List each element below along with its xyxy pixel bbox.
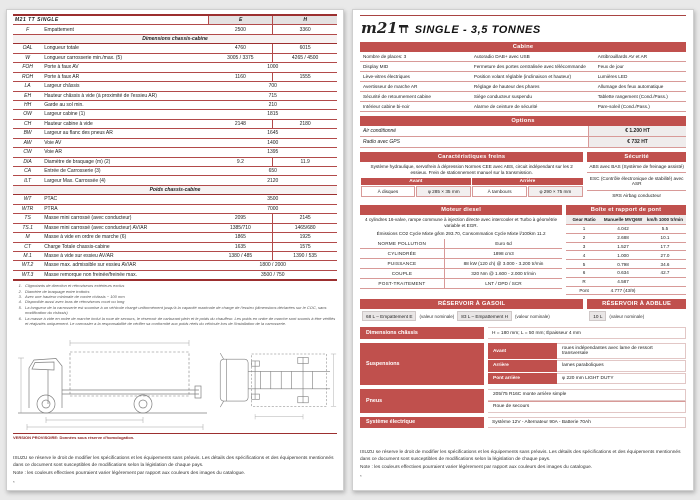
- fuel-tank-banner: RÉSERVOIR À GASOIL: [360, 299, 583, 309]
- right-disclaimer: [360, 450, 686, 480]
- gear-ratio-value: 1.000: [602, 251, 644, 260]
- gear-ratio-value: 0.798: [602, 260, 644, 269]
- safety-block: [587, 152, 686, 202]
- gear-speed-value: 5.5: [644, 225, 686, 234]
- spec-row: [13, 270, 337, 280]
- adblue-tank-block: [587, 299, 686, 323]
- spec-label: Entrée de Carrosserie (3): [42, 167, 208, 176]
- spec-page-right: [352, 9, 694, 491]
- footnote: [17, 305, 337, 316]
- top-rule: [360, 15, 686, 16]
- cabine-feature: Lève-vitres électriques: [360, 72, 471, 82]
- cabine-feature: Sécurité de retournement cabine: [360, 92, 471, 102]
- spec-code: EH: [13, 91, 42, 100]
- spec-label: Masse à vide sur essieu AV/AR: [42, 251, 208, 260]
- cabine-feature: Fermeture des portes centralisée avec télécommande: [471, 62, 595, 72]
- spec-row: [13, 100, 337, 109]
- front-brake-type: À disques: [361, 186, 416, 197]
- gear-number: 1: [566, 225, 602, 234]
- spec-value-h: 11.9: [273, 157, 337, 166]
- cabine-feature: Allumage des feux automatique: [595, 82, 686, 92]
- spec-value-e: 1635: [209, 242, 273, 251]
- section-header-row: [13, 34, 337, 43]
- spec-label: Largeur Max. Carrossée (4): [42, 176, 208, 185]
- brakes-block: [360, 152, 583, 202]
- spec-value-shared: 1800 / 2000: [209, 261, 337, 270]
- engine-description-1: 4 cylindres 16-valve, rampe commune à injection directe avec intercooler et Turbo à géométrie variable et EGR.: [365, 217, 558, 229]
- gear-speed-value: 10.1: [644, 234, 686, 243]
- spec-row: [13, 167, 337, 176]
- spec-row: [13, 63, 337, 72]
- spec-code: CA: [13, 167, 42, 176]
- spec-label: Hauteur châssis à vide (à proximité de l'essieu AR): [42, 91, 208, 100]
- gear-speed-value: 34.6: [644, 260, 686, 269]
- spec-value-e: 4760: [209, 44, 273, 53]
- disclaimer-text: ISUZU se réserve le droit de modifier les spécifications et les équipements sans préavis. Les détails des spécifications et des équipements mentionnés dans ce document sont susceptibles de modifications selon la législation de chaque pays.: [360, 450, 681, 463]
- gear-ratio-value: 2.688: [602, 234, 644, 243]
- spec-code: WT.2: [13, 261, 42, 270]
- cabine-feature: Antibrouillards AV et AR: [595, 52, 686, 62]
- spec-row: [13, 223, 337, 232]
- engine-spec-value: 320 Nm @ 1.600 - 2.000 tr/min: [471, 271, 536, 277]
- engine-spec-value: Euro 6d: [495, 241, 512, 247]
- spec-value-h: 2180: [273, 119, 337, 128]
- footnote-text: Disponible aussi avec bras de rétroviseurs court ou long: [25, 299, 125, 305]
- disclaimer-text: ISUZU se réserve le droit de modifier les spécifications et les équipements sans préavis. Les détails des spécifications et des équipements mentionnés dans ce document sont susceptibles de modifications selon la législation de chaque pays.: [13, 456, 334, 469]
- engine-spec-row: [360, 279, 562, 289]
- spec-code: ROH: [13, 72, 42, 81]
- section-title: Poids chassis-cabine: [13, 185, 337, 194]
- spec-label: Diamètre de braquage (m) (2): [42, 157, 208, 166]
- left-disclaimer: [13, 456, 337, 486]
- tire-spec-row: 205/75 R16C monte arrière simple: [488, 389, 686, 401]
- options-list: [360, 126, 686, 147]
- spec-code: TS: [13, 214, 42, 223]
- spec-row: [13, 233, 337, 242]
- footnote: [17, 316, 337, 327]
- spec-value-h: 2145: [273, 214, 337, 223]
- spec-label: Hauteur cabine à vide: [42, 119, 208, 128]
- engine-spec-row: [360, 259, 562, 269]
- safety-feature: ABS avec BAS (Système de freinage assisté): [589, 163, 684, 169]
- spec-code: ILT: [13, 176, 42, 185]
- spec-label: Porte à faux AR: [42, 72, 208, 81]
- spec-row: [13, 242, 337, 251]
- suspensions-label: Suspensions: [360, 343, 484, 385]
- footnote-number: 5.: [18, 304, 22, 310]
- chassis-dimensions-label: Dimensions châssis: [360, 327, 484, 339]
- chassis-top-view-drawing: [215, 332, 337, 430]
- m21-logo-text: m21: [361, 19, 398, 37]
- table-header-row: [13, 15, 337, 25]
- column-header-h: H: [273, 15, 337, 25]
- spec-row: [13, 44, 337, 53]
- front-brake-block: [360, 178, 472, 199]
- brakes-description: Système hydraulique, servofrein à dépression Normes CEE avec ABS, circuit indépendant sur les 2 essieux. Frein de stationnement manuel sur la transmission.: [370, 163, 573, 175]
- spec-code: F: [13, 25, 42, 34]
- model-subtitle: SINGLE - 3,5 TONNES: [414, 24, 541, 36]
- cabine-feature: Réglage de hauteur des phares: [471, 82, 595, 92]
- footnote-number: 4.: [18, 299, 22, 305]
- spec-value-e: 2095: [209, 214, 273, 223]
- cabine-feature: Avertisseur de marche AR: [360, 82, 471, 92]
- engine-spec-label: PUISSANCE: [360, 259, 445, 268]
- spec-value-e: 1380 / 485: [209, 251, 273, 260]
- spec-code: OAL: [13, 44, 42, 53]
- spec-label: Largeur au flanc des pneus AR: [42, 129, 208, 138]
- spec-code: M.1: [13, 251, 42, 260]
- spec-label: Voie AR: [42, 148, 208, 157]
- spec-label: Masse remorque non freinée/freinée max.: [42, 270, 208, 280]
- spec-code: LA: [13, 82, 42, 91]
- engine-spec-label: CYLINDRÉE: [360, 249, 445, 258]
- spec-code: FOH: [13, 63, 42, 72]
- section-header-row: [13, 185, 337, 194]
- suspension-row: [488, 360, 686, 372]
- spec-value-h: 1390 / 535: [273, 251, 337, 260]
- cabine-feature: Intérieur cabine bi-noir: [360, 102, 471, 112]
- truck-side-view-drawing: [13, 332, 213, 430]
- spec-code: WT: [13, 195, 42, 204]
- spec-value-shared: 650: [209, 167, 337, 176]
- gear-speed-value: 42.7: [644, 269, 686, 278]
- suspension-row: [488, 373, 686, 385]
- spec-value-shared: 1400: [209, 138, 337, 147]
- spec-row: [13, 138, 337, 147]
- spec-value-shared: 210: [209, 100, 337, 109]
- footnote-number: 1.: [18, 283, 22, 289]
- cabine-feature: Autoradio DAB+ avec USB: [471, 52, 595, 62]
- spec-value-h: 1575: [273, 242, 337, 251]
- spec-value-shared: 7000: [209, 204, 337, 213]
- spec-code: AW: [13, 138, 42, 147]
- engine-spec-row: [360, 269, 562, 279]
- gear-speed-value: [644, 278, 686, 287]
- spec-row: [13, 110, 337, 119]
- page-title: M21 TT SINGLE: [15, 17, 59, 24]
- engine-spec-value: 88 kW (120 ch) @ 3.000 - 3.200 tr/min: [463, 261, 544, 267]
- disclaimer-note: Note : les couleurs effectives pourraient varier légèrement par rapport aux couleurs des images du catalogue.: [360, 465, 593, 471]
- brand-header: [361, 19, 686, 38]
- spec-value-shared: 3500: [209, 195, 337, 204]
- electrical-system-section: [360, 417, 686, 429]
- safety-feature: ESC (Contrôle électronique de stabilité) avec ASR: [587, 172, 686, 190]
- spec-label: Largeur cabine (1): [42, 110, 208, 119]
- engine-gearbox-section: [360, 205, 686, 295]
- suspension-position-label: Avant: [488, 343, 557, 359]
- front-brake-banner: Avant: [361, 178, 472, 185]
- spec-value-shared: 2120: [209, 176, 337, 185]
- spec-row: [13, 214, 337, 223]
- gear-number: 6: [566, 269, 602, 278]
- gear-number: Pont: [566, 287, 602, 296]
- footnote-number: 2.: [18, 288, 22, 294]
- gear-table-header: Gear Ratio: [566, 215, 602, 225]
- gear-ratio-value: 1.527: [602, 243, 644, 252]
- engine-description-2: Émissions CO2 Cycle Mixte g/km 293.70, Consommation Cycle Mixte l/100km 11.2: [376, 231, 546, 237]
- footnote-text: Avec une hauteur minimale de contre châssis ~ 100 mm: [25, 294, 125, 300]
- option-label: Air conditionné: [363, 128, 397, 135]
- cabine-feature: Feux de jour: [595, 62, 686, 72]
- spec-value-e: 1865: [209, 233, 273, 242]
- spec-value-shared: 1395: [209, 148, 337, 157]
- option-price: € 732 HT: [588, 137, 686, 147]
- spec-code: WTR: [13, 204, 42, 213]
- spec-code: W: [13, 53, 42, 62]
- safety-feature: SRS Airbag conducteur: [587, 190, 686, 202]
- spec-row: [13, 72, 337, 81]
- gear-number: 4: [566, 251, 602, 260]
- fuel-tank-block: [360, 299, 583, 323]
- cabine-feature: Lumières LED: [595, 72, 686, 82]
- suspension-row: [488, 343, 686, 360]
- spec-label: Longueur totale: [42, 44, 208, 53]
- spec-code: HH: [13, 100, 42, 109]
- gear-number: 3: [566, 243, 602, 252]
- spec-label: Masse max. admissible sur essieu AV/AR: [42, 261, 208, 270]
- spec-value-shared: 3500 / 750: [209, 270, 337, 280]
- electrical-system-value: Système 12V - Alternateur 90A - Batterie 70Ah: [488, 417, 686, 429]
- fuel-tank-note: (valeur nominale): [419, 313, 455, 319]
- disclaimer-note: Note : les couleurs effectives pourraient varier légèrement par rapport aux couleurs des images du catalogue.: [13, 471, 246, 477]
- brakes-banner: Caractéristiques freins: [360, 152, 583, 162]
- spec-page-left: [6, 9, 344, 491]
- engine-spec-value: LNT / DPD / SCR: [485, 281, 522, 287]
- engine-banner: Moteur diesel: [360, 205, 562, 215]
- dimensions-weights-table: [13, 14, 337, 281]
- spec-row: [13, 148, 337, 157]
- chassis-dimensions-section: [360, 327, 686, 339]
- footnotes-list: [17, 283, 337, 326]
- cabine-banner: Cabine: [360, 42, 686, 52]
- tire-spec-row: Roue de secours: [488, 401, 686, 413]
- adblue-banner: RÉSERVOIR À ADBLUE: [587, 299, 686, 309]
- spec-row: [13, 251, 337, 260]
- spec-row: [13, 119, 337, 128]
- spec-value-shared: 1815: [209, 110, 337, 119]
- spec-label: Porte à faux AV: [42, 63, 208, 72]
- suspensions-section: [360, 343, 686, 385]
- tires-label: Pneus: [360, 389, 484, 413]
- provisional-version-caption: VERSION PROVISOIRE: Données sous réserve d'homologation.: [13, 433, 337, 440]
- cabine-feature: Tablette rangement (Cond./Pass.): [595, 92, 686, 102]
- option-label: Radio avec GPS: [363, 138, 400, 145]
- suspension-value: lames paraboliques: [557, 360, 686, 371]
- spec-row: [13, 204, 337, 213]
- spec-value-h: 4265 / 4500: [273, 53, 337, 62]
- tt-logo-mark: TT: [398, 25, 408, 35]
- spec-label: Masse mini carrossé (avec conducteur): [42, 214, 208, 223]
- page-mark: *: [360, 474, 362, 480]
- gear-speed-value: 17.7: [644, 243, 686, 252]
- cabine-feature: Alarme de ceinture de sécurité: [471, 102, 595, 112]
- footnote-text: La longueur de la carrosserie est soumise à un véhicule chargé uniformément jusqu'à la capacité maximale de charge de l'essieu (dimensions déclarées sur le COC, sans modification du châssis): [25, 304, 327, 316]
- options-banner: Options: [360, 116, 686, 126]
- spec-value-e: 9.2: [209, 157, 273, 166]
- gear-number: 2: [566, 234, 602, 243]
- section-title: Dimensions chassis-cabine: [13, 34, 337, 43]
- rear-brake-banner: Arrière: [472, 178, 583, 185]
- footnote-number: 6.: [18, 315, 22, 321]
- spec-row: [13, 176, 337, 185]
- spec-value-e: 3005 / 3375: [209, 53, 273, 62]
- footnote-text: Diamètre de braquage entre trottoirs: [25, 288, 90, 294]
- engine-spec-label: NORME POLLUTION: [360, 239, 445, 248]
- adblue-capacity: 10 L: [589, 311, 606, 321]
- gear-ratio-value: 4.042: [602, 225, 644, 234]
- spec-value-shared: 715: [209, 91, 337, 100]
- spec-code: CT: [13, 242, 42, 251]
- spec-code: WT.3: [13, 270, 42, 280]
- engine-spec-value: 1898 cm3: [493, 251, 514, 257]
- engine-block: [360, 205, 562, 295]
- spec-row: [13, 53, 337, 62]
- spec-label: Masse mini carrossé (avec conducteur) AV/AR: [42, 223, 208, 232]
- adblue-note: (valeur nominale): [609, 313, 645, 319]
- spec-label: Garde au sol min.: [42, 100, 208, 109]
- gear-ratio-table: [566, 215, 686, 295]
- cabine-feature: Siège conducteur suspendu: [471, 92, 595, 102]
- spec-code: TS.1: [13, 223, 42, 232]
- spec-value-shared: 1000: [209, 63, 337, 72]
- tanks-section: [360, 299, 686, 323]
- spec-value-h: 1465/680: [273, 223, 337, 232]
- spec-code: DIA: [13, 157, 42, 166]
- gear-ratio-value: 0.634: [602, 269, 644, 278]
- spec-row: [13, 82, 337, 91]
- rear-brake-type: À tambours: [472, 186, 527, 197]
- spec-code: OW: [13, 110, 42, 119]
- electrical-system-label: Système électrique: [360, 417, 484, 429]
- spec-label: Charge Totale chassis-cabine: [42, 242, 208, 251]
- spec-label: Longueur carrosserie min./max. (5): [42, 53, 208, 62]
- safety-banner: Sécurité: [587, 152, 686, 162]
- chassis-dimensions-value: H = 180 mm; L = 50 mm; Épaisseur 4 mm: [488, 327, 686, 339]
- option-row: [360, 126, 686, 137]
- spec-label: Masse à vide en ordre de marche (6): [42, 233, 208, 242]
- spec-value-h: 1925: [273, 233, 337, 242]
- technical-drawings: [13, 331, 337, 431]
- column-header-e: E: [209, 15, 273, 25]
- spec-value-h: 1555: [273, 72, 337, 81]
- option-price: € 1.200 HT: [588, 126, 686, 136]
- spec-value-shared: 700: [209, 82, 337, 91]
- spec-code: CW: [13, 148, 42, 157]
- gear-speed-value: 27.0: [644, 251, 686, 260]
- footnote-number: 3.: [18, 294, 22, 300]
- suspension-value: roues indépendantes avec lame de ressort transversale: [557, 343, 686, 359]
- cabine-feature: Nombre de places: 3: [360, 52, 471, 62]
- spec-label: Largeur châssis: [42, 82, 208, 91]
- fuel-tank-note: (valeur nominale): [514, 313, 550, 319]
- spec-row: [13, 91, 337, 100]
- gear-number: R: [566, 278, 602, 287]
- page-mark: *: [13, 480, 15, 486]
- engine-spec-row: [360, 239, 562, 249]
- engine-spec-label: COUPLE: [360, 269, 445, 278]
- rear-brake-dimension: φ 290 × 75 mm: [528, 186, 583, 197]
- spec-row: [13, 25, 337, 34]
- spec-value-h: 3360: [273, 25, 337, 34]
- fuel-tank-capacity: 83 L – Empattement H: [457, 311, 512, 321]
- spec-label: Voie AV: [42, 138, 208, 147]
- gear-table-header: km/h 1000 tr/min: [644, 215, 686, 225]
- cabine-feature: Display MID: [360, 62, 471, 72]
- spec-value-e: 2500: [209, 25, 273, 34]
- tires-section: [360, 389, 686, 413]
- brakes-safety-section: [360, 152, 686, 202]
- spec-label: Empattement: [42, 25, 208, 34]
- suspension-value: φ 220 mm LIGHT DUTY: [557, 373, 686, 384]
- front-brake-dimension: φ 285 × 35 mm: [416, 186, 471, 197]
- gear-ratio-value: 4.587: [602, 278, 644, 287]
- spec-label: PTAC: [42, 195, 208, 204]
- gearbox-banner: Boîte et rapport de pont: [566, 205, 686, 215]
- gear-speed-value: [644, 287, 686, 296]
- gear-ratio-value: 4.777 (43/9): [602, 287, 644, 296]
- spec-value-e: 1160: [209, 72, 273, 81]
- gear-table-header: Manuelle MVQ6W: [602, 215, 644, 225]
- spec-code: BW: [13, 129, 42, 138]
- gear-number: 5: [566, 260, 602, 269]
- spec-value-e: 1385/710: [209, 223, 273, 232]
- cabine-feature: Position volant réglable (inclinaison et hauteur): [471, 72, 595, 82]
- spec-row: [13, 129, 337, 138]
- gearbox-block: [566, 205, 686, 295]
- suspension-position-label: Pont arrière: [488, 373, 557, 384]
- cabine-features-grid: [360, 52, 686, 112]
- option-row: [360, 137, 686, 148]
- spec-label: PTRA: [42, 204, 208, 213]
- spec-row: [13, 261, 337, 270]
- spec-code: M: [13, 233, 42, 242]
- engine-spec-label: POST-TRAITEMENT: [360, 279, 445, 288]
- spec-row: [13, 157, 337, 166]
- fuel-tank-capacity: 68 L – Empattement E: [362, 311, 416, 321]
- suspension-position-label: Arrière: [488, 360, 557, 371]
- cabine-feature: Pare-soleil (Cond./Pass.): [595, 102, 686, 112]
- footnote-text: La masse à vide en ordre de marche inclut la roue de secours, le réservoir de carburant plein et le poids du chauffeur. Les poids en ordre de marche sont soumis à être vérifiés et réajustés uniquement. Le carrossier a la responsabilité de vérifier sa conformité aux poids réels du véhicule lors de l'installation de la carrosserie.: [25, 315, 336, 326]
- spec-value-shared: 1645: [209, 129, 337, 138]
- m21-logo: [361, 19, 408, 38]
- spec-value-e: 2148: [209, 119, 273, 128]
- spec-row: [13, 195, 337, 204]
- spec-code: CH: [13, 119, 42, 128]
- engine-spec-row: [360, 249, 562, 259]
- footnote-text: Clignotants de direction et rétroviseurs extérieurs exclus: [25, 283, 125, 289]
- spec-value-h: 6015: [273, 44, 337, 53]
- rear-brake-block: [472, 178, 584, 199]
